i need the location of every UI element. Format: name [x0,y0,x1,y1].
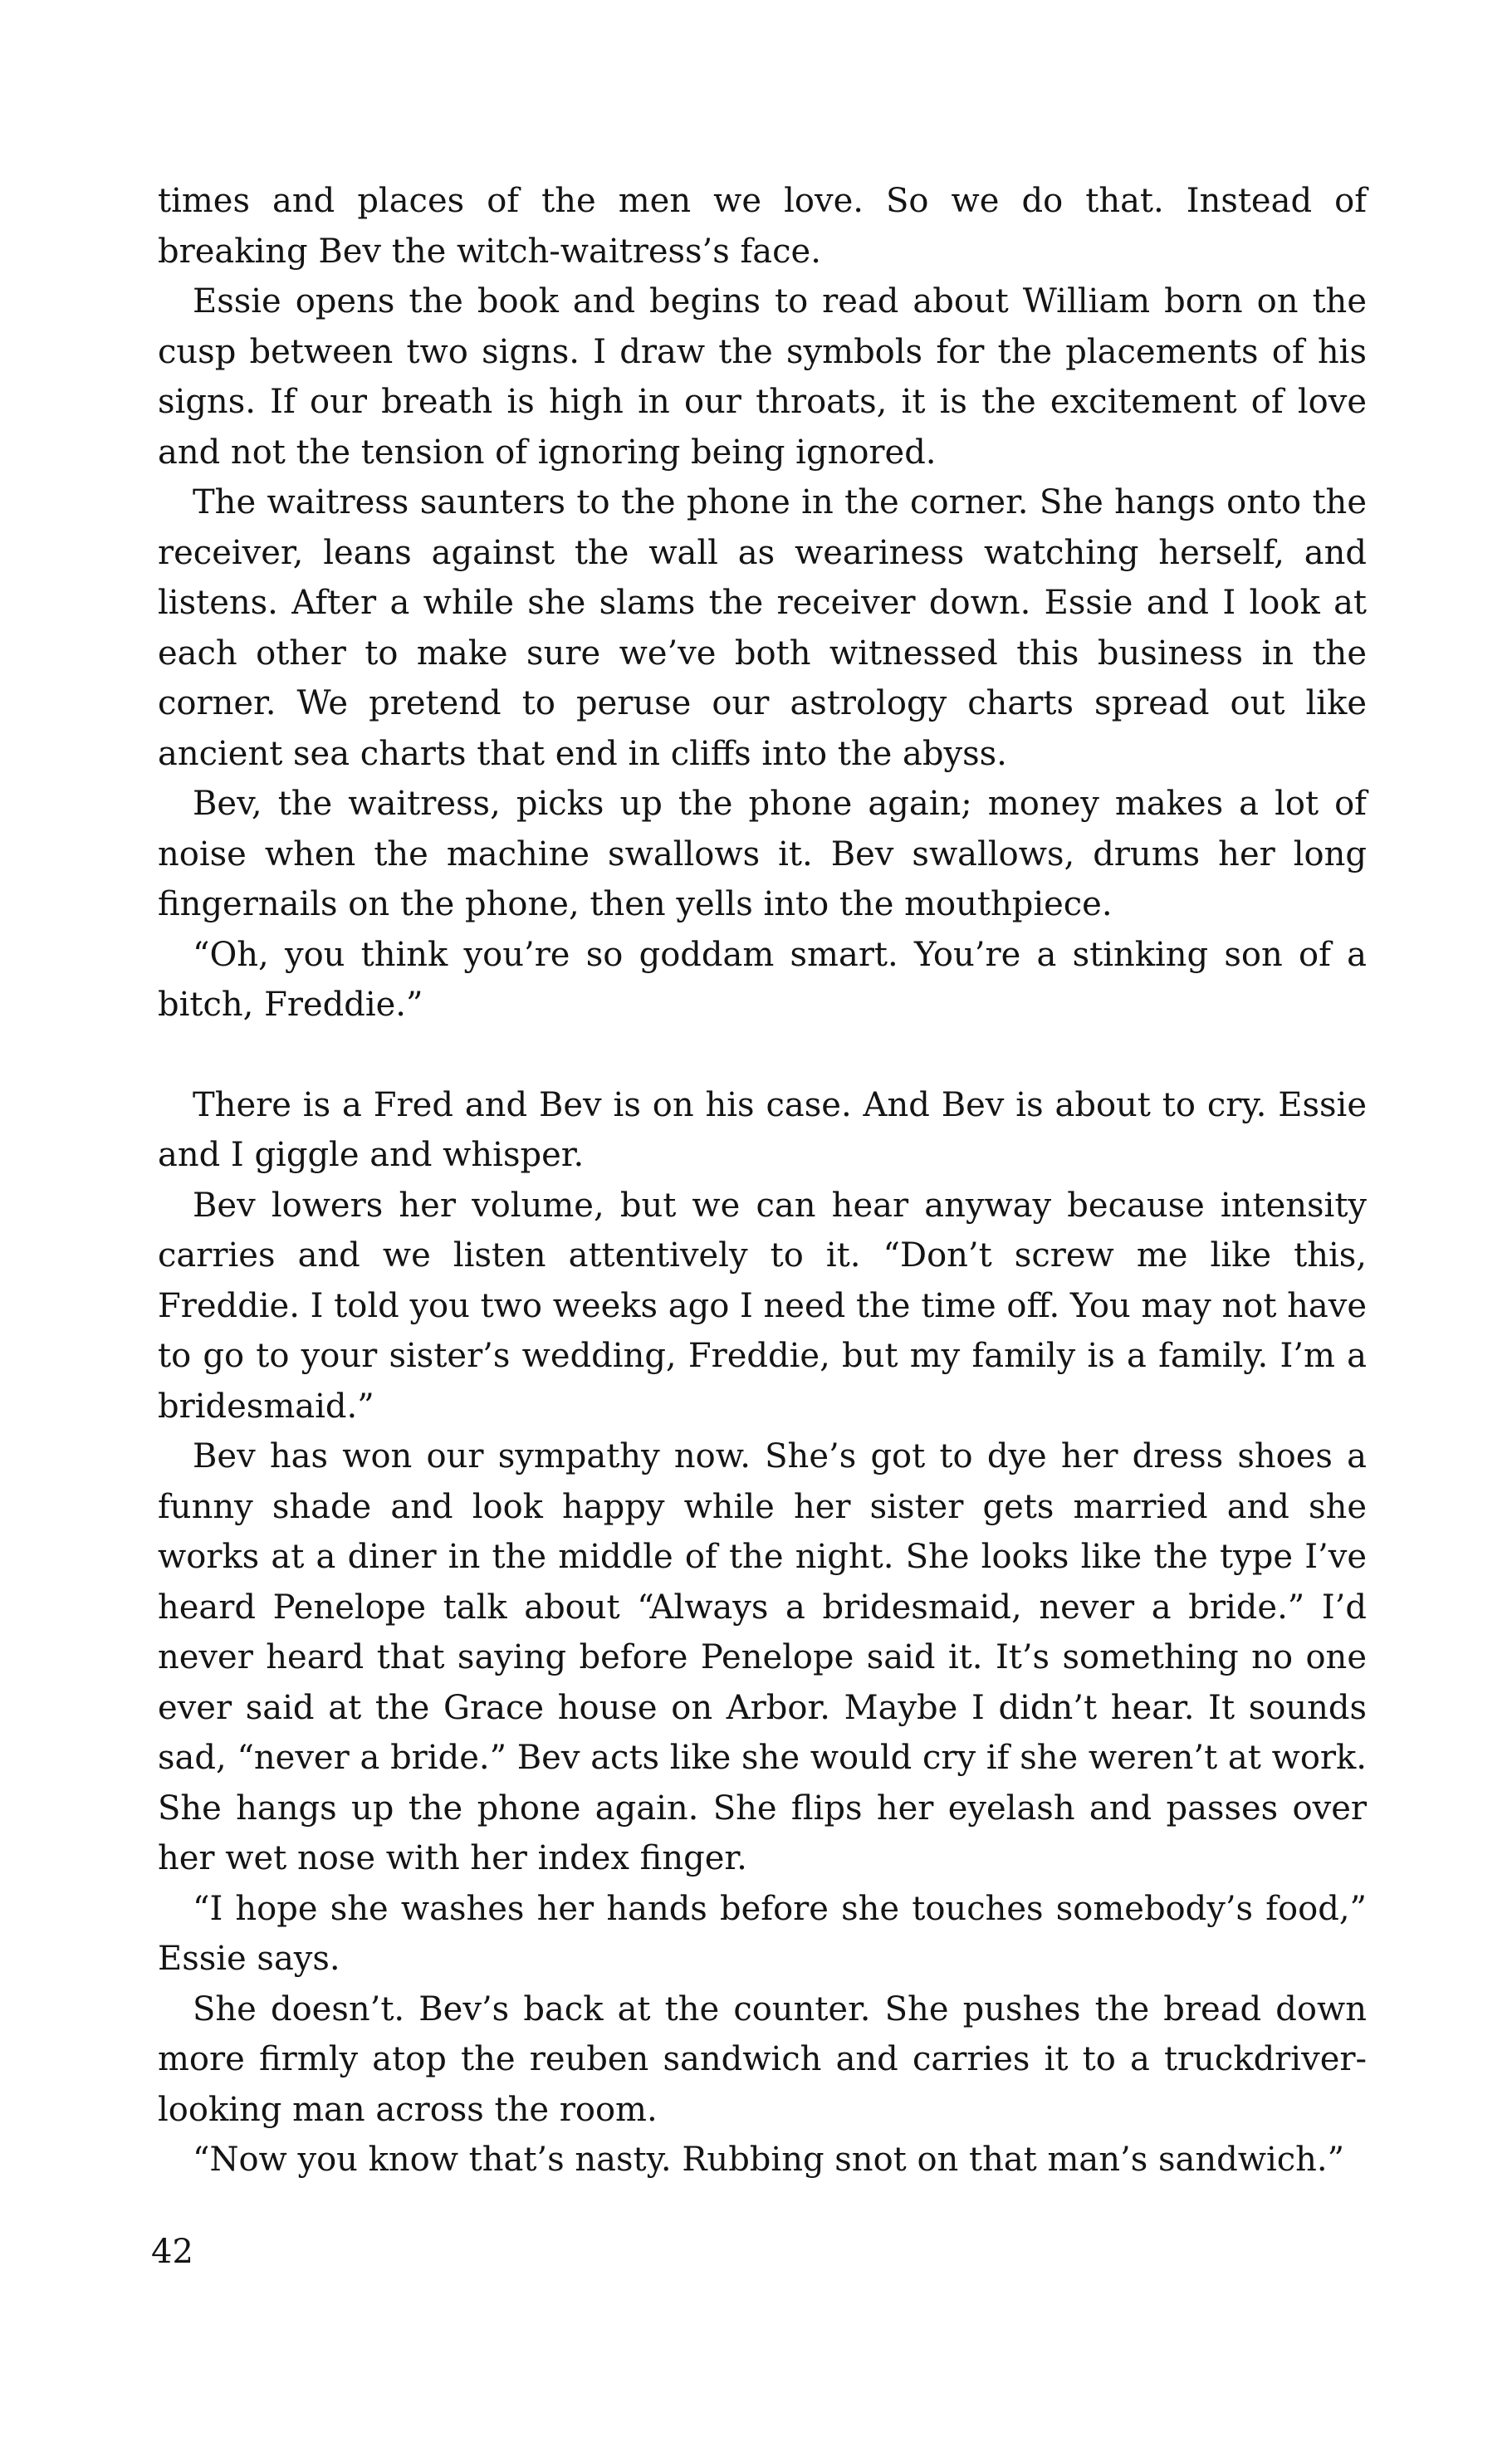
paragraph: Bev, the waitress, picks up the phone again; money makes a lot of noise when the machine swallows it. Bev swallows, drums her long fingernails on the phone, then yells into the mouthpiece. [158,785,1367,923]
paragraph-dialogue: “Now you know that’s nasty. Rubbing snot on that man’s sandwich.” [193,2141,1345,2179]
paragraph: There is a Fred and Bev is on his case. And Bev is about to cry. Essie and I giggle and whisper. [158,1085,1367,1174]
paragraph-dialogue: “I hope she washes her hands before she touches somebody’s food,” Essie says. [158,1889,1367,1978]
paragraph: Bev lowers her volume, but we can hear anyway because intensity carries and we listen attentively to it. “Don’t screw me like this, Freddie. I told you two weeks ago I need the time off. You may not have to go to your sister’s wedding, Freddie, but my family is a family. I’m a bridesmaid.” [158,1186,1367,1426]
section-break [158,1030,1367,1080]
paragraph-dialogue: “Oh, you think you’re so goddam smart. You’re a stinking son of a bitch, Freddie.” [158,935,1367,1024]
paragraph: Bev has won our sympathy now. She’s got to dye her dress shoes a funny shade and look happy while her sister gets married and she works at a diner in the middle of the night. She looks like the type I’ve heard Penelope talk about “Always a bridesmaid, never a bride.” I’d never heard that saying before Penelope said it. It’s something no one ever said at the Grace house on Arbor. Maybe I didn’t hear. It sounds sad, “never a bride.” Bev acts like she would cry if she weren’t at work. She hangs up the phone again. She flips her eyelash and passes over her wet nose with her index finger. [158,1437,1367,1877]
paragraph-continued: times and places of the men we love. So we do that. Instead of breaking Bev the witch-waitress’s face. [158,182,1367,271]
paragraph: The waitress saunters to the phone in the corner. She hangs onto the receiver, leans against the wall as weariness watching herself, and listens. After a while she slams the receiver down. Essie and I look at each other to make sure we’ve both witnessed this business in the corner. We pretend to peruse our astrology charts spread out like ancient sea charts that end in cliffs into the abyss. [158,483,1367,773]
paragraph: Essie opens the book and begins to read about William born on the cusp between two signs. I draw the symbols for the placements of his signs. If our breath is high in our throats, it is the excitement of love and not the tension of ignoring being ignored. [158,282,1367,472]
paragraph: She doesn’t. Bev’s back at the counter. She pushes the bread down more firmly atop the reuben sandwich and carries it to a truckdriverlooking man across the room. [158,1989,1367,2129]
body-text [158,176,1367,2185]
page-number: 42 [151,2233,193,2271]
